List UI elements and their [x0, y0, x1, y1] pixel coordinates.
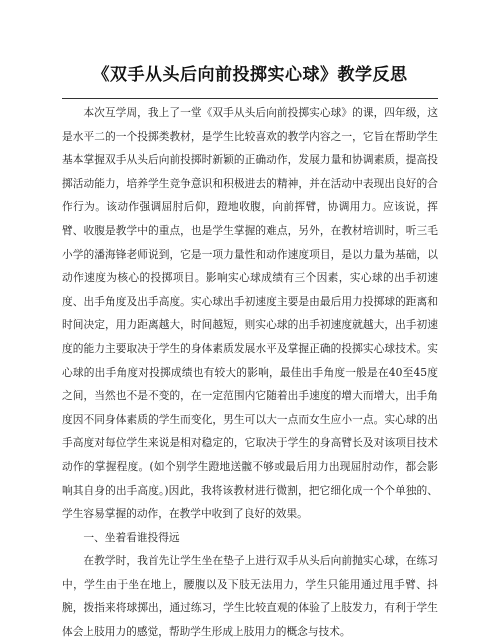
section-heading: 一、坐着看谁投得远	[83, 530, 180, 544]
body-paragraph: 本次互学周，我上了一堂《双手从头后向前投掷实心球》的课，四年级，这是水平二的一个投掷类教材，是学生比较喜欢的教学内容之一，它旨在帮助学生基本掌握双手从头后向前投掷时新颖的正确动作，发展力量和协调素质，提高投掷活动能力，培养学生竞争意识和积极进去的精神，并在活动中表现出良好的合作行为。该动作强调屈肘后仰，蹬地收腹，向前挥臂，协调用力。应该说，挥臂、收腹是教学中的重点，也是学生掌握的难点，另外，在教材培训时，听三毛小学的潘海锋老师说到，它是一项力量性和动作速度项目，是以力量为基础，以动作速度为核心的投掷项目。影响实心球成绩有三个因素，实心球的出手初速度、出手角度及出手高度。实心球出手初速度主要是由最后用力投掷球的距离和时间决定，用力距离越大，时间越短，则实心球的出手初速度就越大，出手初速度的能力主要取决于学生的身体素质发展水平及掌握正确的投掷实心球技术。实心球的出手角度对投掷成绩也有较大的影响，最佳出手角度一般是在40至45度之间，当然也不是不变的，在一定范围内它随着出手速度的增大而增大，出手角度因不同身体素质的学生而变化，男生可以大一点而女生应小一点。实心球的出手高度对每位学生来说是相对稳定的，它取决于学生的身高臂长及对该项目技术动作的掌握程度。(如个别学生蹬地送髋不够或最后用力出现屈肘动作，都会影响其自身的出手高度。)因此，我将该教材进行微割，把它细化成一个个单独的、学生容易掌握的动作，在教学中收到了良好的效果。	[62, 106, 438, 521]
document-title: 《双手从头后向前投掷实心球》教学反思	[92, 65, 408, 85]
title-divider	[62, 98, 438, 99]
section-paragraph: 在教学时，我首先让学生坐在垫子上进行双手从头后向前抛实心球，在练习中，学生由于坐在地上，腰腹以及下肢无法用力，学生只能用通过甩手臂、抖腕，拨指来将球掷出，通过练习，学生比较直观的体验了上肢发力，有利于学生体会上肢用力的感觉，帮助学生形成上肢用力的概念与技术。	[62, 554, 438, 639]
document-body	[62, 101, 438, 644]
